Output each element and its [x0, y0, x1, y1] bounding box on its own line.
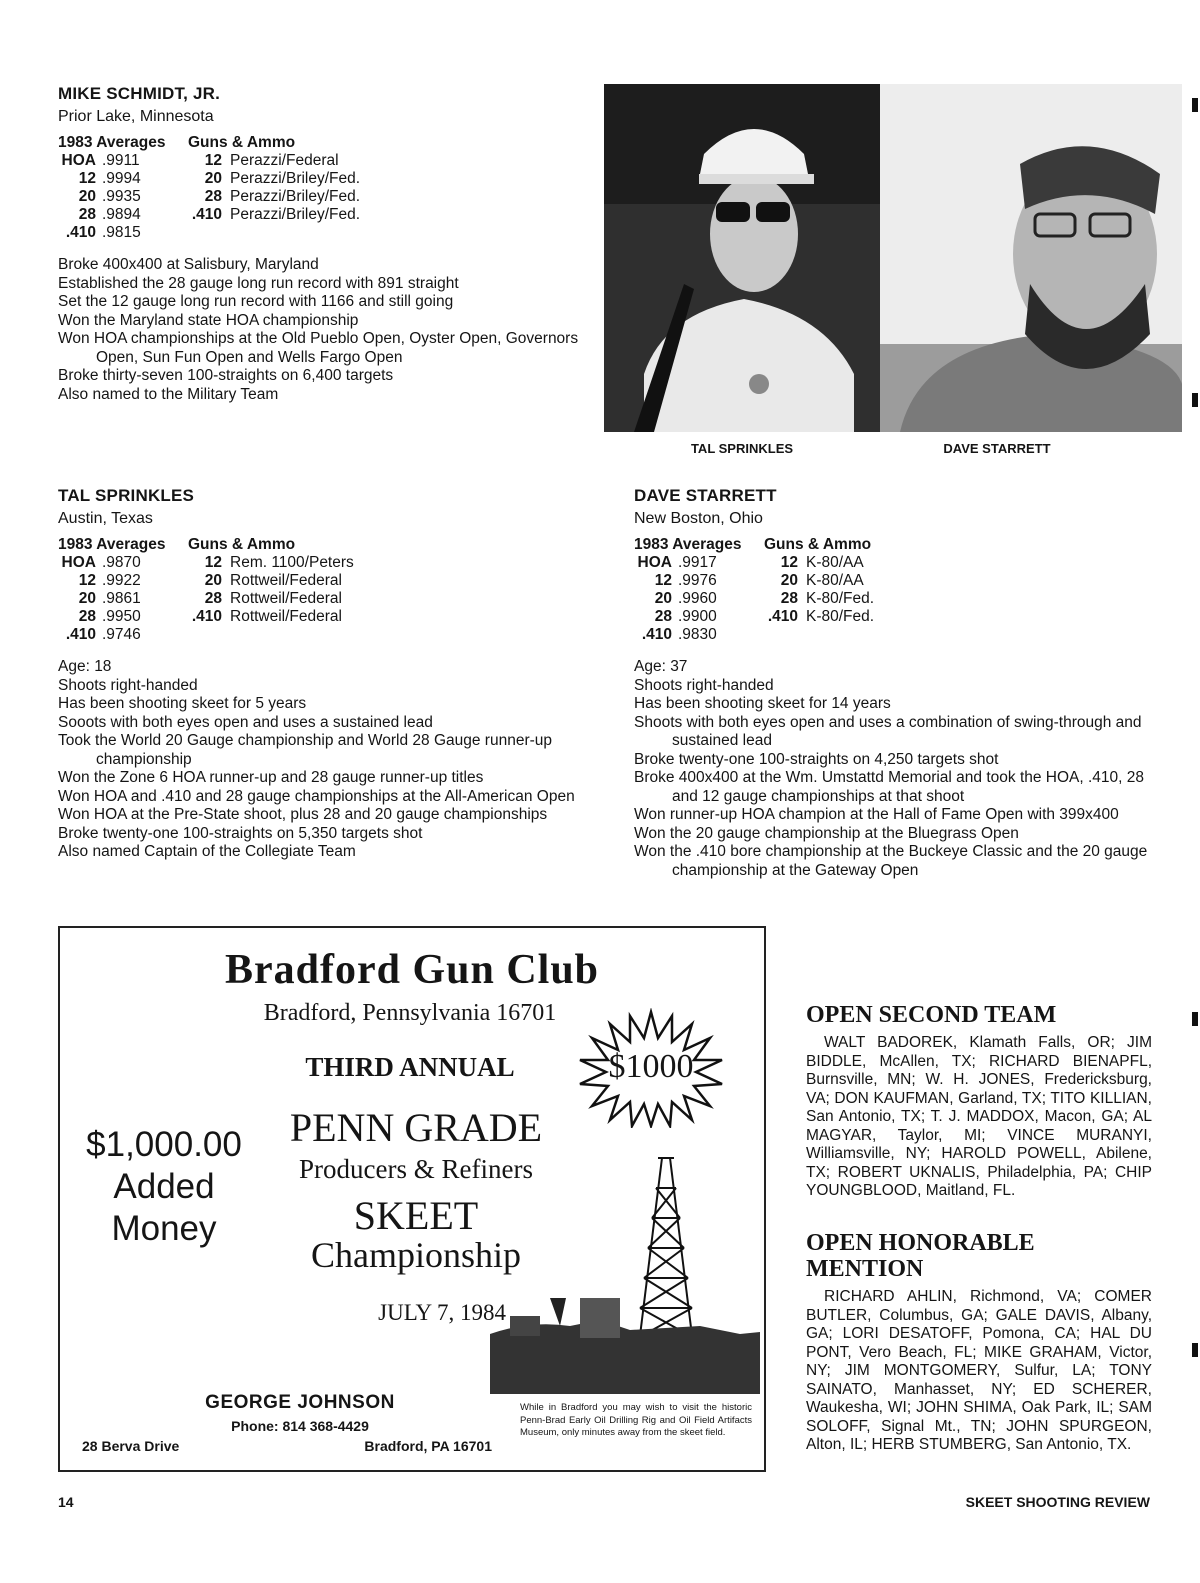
- ad-date: JULY 7, 1984: [378, 1300, 506, 1325]
- list-item: Broke twenty-one 100-straights on 5,350 targets shot: [58, 824, 423, 842]
- gauge-label: 20: [78, 590, 96, 607]
- gun-gauge: .410: [767, 608, 798, 625]
- ad-contact-name: GEORGE JOHNSON: [205, 1392, 395, 1413]
- achievements-list: [58, 658, 598, 862]
- ad-phone: Phone: 814 368-4429: [231, 1418, 369, 1434]
- gauge-label: 28: [654, 608, 672, 625]
- guns-header: Guns & Ammo: [188, 134, 296, 151]
- stats-table: [58, 134, 360, 242]
- average-value: .9911: [102, 152, 140, 169]
- achievements-list: [58, 256, 598, 404]
- open-second-team: [806, 1002, 1152, 1201]
- ad-added-money: [74, 1124, 254, 1250]
- average-value: .9815: [102, 224, 141, 241]
- averages-header: 1983 Averages: [58, 536, 166, 553]
- gun-ammo: K-80/Fed.: [806, 608, 875, 625]
- average-value: .9917: [678, 554, 717, 571]
- list-item: Won HOA at the Pre-State shoot, plus 28 and 20 gauge championships: [58, 806, 548, 823]
- table-row: [58, 224, 360, 242]
- list-item: Broke 400x400 at the Wm. Umstattd Memorial and took the HOA, .410, 28 and 12 gauge championships at that shoot: [634, 769, 1145, 805]
- table-row: [634, 626, 874, 644]
- edge-mark: [1192, 1012, 1198, 1026]
- gun-ammo: [230, 626, 354, 644]
- list-item: Sooots with both eyes open and uses a sustained lead: [58, 713, 433, 731]
- list-item: Also named Captain of the Collegiate Team: [58, 843, 356, 860]
- gauge-label: 12: [78, 170, 96, 187]
- averages-header: 1983 Averages: [634, 536, 742, 553]
- oil-derrick-illustration: [490, 1148, 760, 1394]
- list-item: Has been shooting skeet for 5 years: [58, 695, 307, 712]
- gauge-label: 28: [78, 608, 96, 625]
- gauge-label: 20: [654, 590, 672, 607]
- gun-gauge: [764, 626, 806, 644]
- ad-added-line3: Money: [111, 1209, 217, 1248]
- list-item: Set the 12 gauge long run record with 1166 and still going: [58, 293, 454, 310]
- list-item: Won the Zone 6 HOA runner-up and 28 gauge runner-up titles: [58, 769, 484, 786]
- table-row: [58, 572, 354, 590]
- gun-ammo: Rottweil/Federal: [230, 590, 342, 607]
- ad-third-annual: THIRD ANNUAL: [305, 1052, 515, 1082]
- gun-gauge: 28: [204, 590, 222, 607]
- gauge-label: 28: [78, 206, 96, 223]
- ad-skeet: SKEET: [353, 1193, 479, 1238]
- profile-name: TAL SPRINKLES: [58, 486, 195, 505]
- list-item: Won runner-up HOA champion at the Hall of Fame Open with 399x400: [634, 806, 1119, 823]
- stats-table: [58, 536, 354, 644]
- gun-ammo: K-80/AA: [806, 554, 864, 571]
- page-number: 14: [58, 1494, 74, 1510]
- gauge-label: HOA: [61, 554, 96, 571]
- list-item: Won the .410 bore championship at the Buckeye Classic and the 20 gauge championship at the Gateway Open: [634, 843, 1148, 879]
- table-row: [634, 590, 874, 608]
- list-item: Shoots with both eyes open and uses a combination of swing-through and sustained lead: [634, 713, 1142, 749]
- table-row: [634, 572, 874, 590]
- gauge-label: .410: [65, 224, 96, 241]
- gun-gauge: 28: [204, 188, 222, 205]
- average-value: .9950: [102, 608, 141, 625]
- average-value: .9922: [102, 572, 141, 589]
- gun-ammo: K-80/AA: [806, 572, 864, 589]
- profile-location: New Boston, Ohio: [634, 510, 763, 527]
- table-row: [58, 188, 360, 206]
- gun-gauge: .410: [191, 608, 222, 625]
- average-value: .9976: [678, 572, 717, 589]
- gauge-label: 12: [78, 572, 96, 589]
- gun-gauge: 20: [204, 170, 222, 187]
- table-row: [58, 152, 360, 170]
- list-item: Broke thirty-seven 100-straights on 6,400 targets: [58, 367, 394, 384]
- gun-ammo: Perazzi/Federal: [230, 152, 339, 169]
- gun-gauge: 20: [204, 572, 222, 589]
- gauge-label: 20: [78, 188, 96, 205]
- section-heading: OPEN SECOND TEAM: [806, 1002, 1057, 1028]
- profile-sprinkles: [58, 486, 598, 862]
- gauge-label: .410: [65, 626, 96, 643]
- gun-ammo: Rottweil/Federal: [230, 608, 342, 625]
- gun-gauge: .410: [191, 206, 222, 223]
- gun-ammo: Rem. 1100/Peters: [230, 554, 354, 571]
- list-item: Won HOA championships at the Old Pueblo Open, Oyster Open, Governors Open, Sun Fun Open and Wells Fargo Open: [58, 330, 579, 366]
- profile-starrett: [634, 486, 1158, 880]
- table-row: [58, 554, 354, 572]
- list-item: Won HOA and .410 and 28 gauge championships at the All-American Open: [58, 787, 575, 805]
- publication-name: SKEET SHOOTING REVIEW: [965, 1494, 1150, 1510]
- average-value: .9935: [102, 188, 141, 205]
- profile-location: Austin, Texas: [58, 510, 153, 527]
- profile-location: Prior Lake, Minnesota: [58, 108, 214, 125]
- gauge-label: .410: [641, 626, 672, 643]
- photo-dave-starrett: [880, 84, 1182, 432]
- bradford-gun-club-ad: [58, 926, 766, 1472]
- list-item: Age: 37: [634, 658, 688, 675]
- ad-added-line2: Added: [113, 1167, 215, 1206]
- gun-ammo: K-80/Fed.: [806, 590, 875, 607]
- list-item: Shoots right-handed: [58, 676, 198, 694]
- profile-schmidt: [58, 84, 598, 404]
- gun-ammo: Perazzi/Briley/Fed.: [230, 206, 361, 223]
- gun-ammo: Rottweil/Federal: [230, 572, 342, 589]
- average-value: .9861: [102, 590, 141, 607]
- gauge-label: HOA: [61, 152, 96, 169]
- ad-penn-grade: PENN GRADE: [289, 1105, 543, 1150]
- list-item: Broke twenty-one 100-straights on 4,250 targets shot: [634, 750, 999, 768]
- gun-gauge: 12: [204, 152, 222, 169]
- edge-mark: [1192, 98, 1198, 112]
- ad-producers: Producers & Refiners: [299, 1154, 533, 1184]
- average-value: .9900: [678, 608, 717, 625]
- table-row: [58, 206, 360, 224]
- average-value: .9830: [678, 626, 717, 643]
- guns-header: Guns & Ammo: [764, 536, 872, 553]
- gun-gauge: 12: [780, 554, 798, 571]
- stats-table: [634, 536, 874, 644]
- profile-name: DAVE STARRETT: [634, 486, 777, 505]
- section-text: RICHARD AHLIN, Richmond, VA; COMER BUTLER, Columbus, GA; GALE DAVIS, Albany, GA; LORI DESATOFF, Pomona, CA; HAL DU PONT, Vero Beach, FL; MIKE GRAHAM, Victor, NY; JIM MONTGOMERY, Sulfur, LA; TONY SAINATO, Manhasset, NY; ED SCHERER, Waukesha, WI; JOHN SHIMA, Oak Park, IL; SAM SOLOFF, Signal Mt., TN; JOHN SPURGEON, Alton, IL; HERB STUMBERG, San Antonio, TX.: [806, 1288, 1152, 1453]
- ad-burst-text: $1000: [608, 1048, 694, 1085]
- oil-derrick-icon: [490, 1148, 760, 1394]
- list-item: Age: 18: [58, 658, 112, 675]
- gun-gauge: 20: [780, 572, 798, 589]
- gun-ammo: [806, 626, 874, 644]
- ad-street: 28 Berva Drive: [82, 1438, 180, 1454]
- ad-note: While in Bradford you may wish to visit the historic Penn-Brad Early Oil Drilling Rig and Oil Field Artifacts Museum, only minutes away from the skeet field.: [520, 1402, 752, 1438]
- photo-caption-right: DAVE STARRETT: [943, 441, 1051, 456]
- gun-gauge: 12: [204, 554, 222, 571]
- gun-ammo: [230, 224, 360, 242]
- ad-money-burst: [576, 1008, 726, 1128]
- profile-name: MIKE SCHMIDT, JR.: [58, 84, 221, 103]
- average-value: .9994: [102, 170, 141, 187]
- section-heading: OPEN HONORABLE MENTION: [806, 1230, 1035, 1282]
- averages-header: 1983 Averages: [58, 134, 166, 151]
- ad-championship: Championship: [310, 1235, 521, 1275]
- average-value: .9960: [678, 590, 717, 607]
- list-item: Established the 28 gauge long run record with 891 straight: [58, 274, 459, 292]
- ad-address: Bradford, Pennsylvania 16701: [263, 1000, 557, 1026]
- guns-header: Guns & Ammo: [188, 536, 296, 553]
- gun-gauge: [188, 626, 230, 644]
- photo-caption-left: TAL SPRINKLES: [690, 441, 794, 456]
- average-value: .9870: [102, 554, 141, 571]
- average-value: .9894: [102, 206, 141, 223]
- ad-city: Bradford, PA 16701: [364, 1438, 492, 1454]
- ad-added-amount: $1,000.00: [86, 1125, 242, 1164]
- list-item: Broke 400x400 at Salisbury, Maryland: [58, 256, 319, 273]
- table-row: [58, 626, 354, 644]
- table-row: [58, 608, 354, 626]
- table-row: [58, 170, 360, 188]
- table-row: [634, 554, 874, 572]
- gun-ammo: Perazzi/Briley/Fed.: [230, 188, 361, 205]
- gun-ammo: Perazzi/Briley/Fed.: [230, 170, 361, 187]
- list-item: Has been shooting skeet for 14 years: [634, 695, 891, 712]
- gauge-label: 12: [654, 572, 672, 589]
- list-item: Also named to the Military Team: [58, 385, 279, 403]
- average-value: .9746: [102, 626, 141, 643]
- section-text: WALT BADOREK, Klamath Falls, OR; JIM BIDDLE, McAllen, TX; RICHARD BIENAPFL, Burnsville, MN; W. H. JONES, Fredericksburg, VA; DON KAUFMAN, Garland, TX; TITO KILLIAN, San Antonio, TX; T. J. MADDOX, Macon, GA; AL MAGYAR, Taylor, MI; VINCE MURANYI, Williamsville, NY; HAROLD POWELL, Abilene, TX; ROBERT UKNALIS, Philadelphia, PA; CHIP YOUNGBLOOD, Maitland, FL.: [806, 1034, 1152, 1199]
- open-honorable-mention: [806, 1230, 1152, 1455]
- gun-gauge: [188, 224, 230, 242]
- edge-mark: [1192, 1343, 1198, 1357]
- ad-club-name: Bradford Gun Club: [224, 947, 600, 993]
- list-item: Won the Maryland state HOA championship: [58, 311, 359, 329]
- table-row: [58, 590, 354, 608]
- list-item: Shoots right-handed: [634, 676, 774, 694]
- photo-tal-sprinkles: [604, 84, 880, 432]
- gun-gauge: 28: [780, 590, 798, 607]
- list-item: Took the World 20 Gauge championship and World 28 Gauge runner-up championship: [58, 732, 553, 768]
- table-row: [634, 608, 874, 626]
- list-item: Won the 20 gauge championship at the Bluegrass Open: [634, 824, 1019, 842]
- gauge-label: HOA: [637, 554, 672, 571]
- edge-mark: [1192, 393, 1198, 407]
- achievements-list: [634, 658, 1158, 880]
